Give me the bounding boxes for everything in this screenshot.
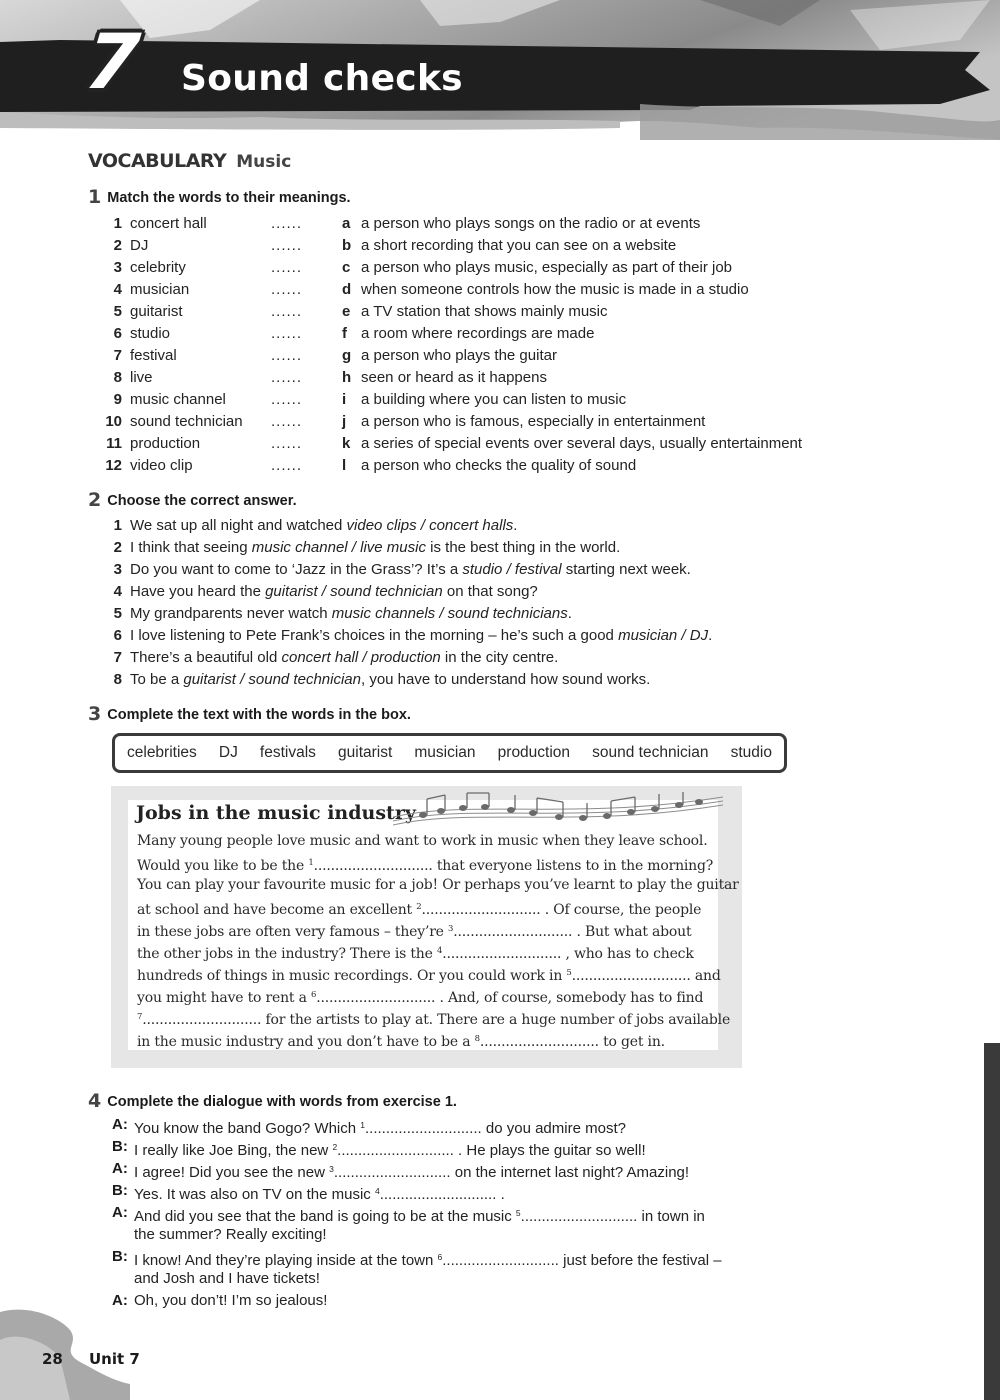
answer-blank: ......: [271, 325, 303, 342]
box-word: DJ: [218, 744, 238, 761]
sentence-start: There’s a beautiful old: [130, 649, 282, 666]
item-number: 8: [113, 369, 122, 386]
text-segment: at school and have become an excellent: [137, 902, 417, 918]
choice-sentence: [130, 559, 691, 581]
choice-sentence: [130, 581, 538, 603]
sentence-end: .: [567, 605, 572, 622]
music-notes-icon: [393, 791, 723, 829]
text-segment: hundreds of things in music recordings. Or you could work in: [137, 968, 567, 984]
box-word: celebrities: [127, 744, 197, 761]
text-segment: and: [690, 968, 721, 984]
item-number: 3: [113, 259, 122, 276]
gap-blank: ............................: [479, 1034, 599, 1050]
speaker-label: B:: [112, 1182, 128, 1199]
text-segment: . Of course, the people: [540, 902, 702, 918]
answer-options: guitarist / sound technician: [183, 671, 361, 688]
meaning-letter: h: [342, 369, 352, 386]
answer-options: music channel / live music: [251, 539, 426, 556]
meaning-letter: d: [342, 281, 352, 298]
exercise-number: 4: [88, 1090, 102, 1112]
gap-number: 2: [416, 902, 422, 912]
meaning-letter: b: [342, 237, 352, 254]
speaker-label: A:: [112, 1204, 128, 1221]
text-segment: Would you like to be the: [137, 858, 309, 874]
answer-blank: ......: [271, 435, 303, 452]
gap-blank: ............................: [365, 1120, 482, 1137]
item-number: 1: [113, 215, 122, 232]
answer-blank: ......: [271, 413, 303, 430]
answer-options: video clips / concert halls: [346, 517, 514, 534]
sentence-end: on that song?: [442, 583, 538, 600]
answer-blank: ......: [271, 347, 303, 364]
gap-blank: ............................: [333, 1164, 451, 1181]
gap-blank: ............................: [571, 968, 691, 984]
item-number: 6: [113, 627, 122, 644]
text-segment: you might have to rent a: [137, 990, 311, 1006]
gap-number: 1: [360, 1120, 366, 1130]
text-segment: the other jobs in the industry? There is the: [137, 946, 437, 962]
sentence-end: .: [513, 517, 518, 534]
gap-number: 3: [448, 924, 454, 934]
speaker-label: A:: [112, 1160, 128, 1177]
line-segment: I really like Joe Bing, the new: [134, 1142, 333, 1159]
meaning-letter: j: [342, 413, 347, 430]
page-edge-tab: [984, 1043, 1000, 1400]
gap-blank: ............................: [337, 1142, 454, 1159]
item-number: 2: [113, 539, 122, 556]
brush-stroke-banner: [0, 0, 1000, 140]
answer-blank: ......: [271, 259, 303, 276]
line-segment: and Josh and I have tickets!: [134, 1270, 320, 1287]
sentence-start: Have you heard the: [130, 583, 266, 600]
sentence-start: I love listening to Pete Frank’s choices in the morning – he’s such a good: [130, 627, 619, 644]
answer-blank: ......: [271, 457, 303, 474]
gap-number: 7: [137, 1012, 143, 1022]
vocab-word: guitarist: [130, 303, 183, 320]
sentence-end: is the best thing in the world.: [425, 539, 621, 556]
exercise-3-heading: [88, 703, 411, 725]
sentence-end: in the city centre.: [440, 649, 559, 666]
unit-header: [0, 0, 1000, 140]
line-segment: .: [496, 1186, 505, 1203]
meaning-text: a person who plays music, especially as part of their job: [361, 259, 733, 276]
sentence-start: To be a: [130, 671, 184, 688]
meaning-text: a building where you can listen to music: [361, 391, 627, 408]
item-number: 10: [105, 413, 122, 430]
gap-number: 3: [329, 1164, 334, 1174]
vocab-word: production: [130, 435, 201, 452]
gap-blank: ............................: [379, 1186, 497, 1203]
gap-blank: ............................: [442, 1252, 559, 1269]
meaning-letter: a: [342, 215, 351, 232]
gap-blank: ............................: [316, 990, 436, 1006]
sentence-start: I think that seeing: [130, 539, 252, 556]
item-number: 2: [113, 237, 122, 254]
text-segment: . And, of course, somebody has to find: [435, 990, 704, 1006]
answer-blank: ......: [271, 369, 303, 386]
sentence-start: My grandparents never watch: [130, 605, 332, 622]
line-segment: Oh, you don’t! I’m so jealous!: [134, 1292, 328, 1309]
choice-sentence: [130, 515, 517, 537]
answer-options: concert hall / production: [281, 649, 441, 666]
exercise-instruction: Match the words to their meanings.: [107, 190, 351, 206]
item-number: 6: [113, 325, 122, 342]
exercise-number: 1: [88, 186, 102, 208]
exercise-1-heading: [88, 186, 351, 208]
gap-number: 4: [436, 946, 443, 956]
item-number: 5: [113, 605, 122, 622]
answer-options: studio / festival: [462, 561, 562, 578]
choice-sentence: [130, 603, 572, 625]
gap-blank: ............................: [421, 902, 541, 918]
text-segment: in these jobs are often very famous – they’re: [137, 924, 449, 940]
dialogue-line: [134, 1268, 320, 1290]
meaning-letter: l: [342, 457, 347, 474]
unit-number: 7: [81, 17, 144, 106]
gap-number: 5: [515, 1208, 521, 1218]
exercise-4-heading: [88, 1090, 457, 1112]
meaning-letter: c: [342, 259, 351, 276]
meaning-text: a person who plays songs on the radio or at events: [361, 215, 701, 232]
meaning-text: a person who is famous, especially in entertainment: [361, 413, 706, 430]
page-number: 28: [42, 1350, 63, 1368]
meaning-text: seen or heard as it happens: [361, 369, 547, 386]
meaning-letter: g: [342, 347, 352, 364]
choice-sentence: [130, 537, 620, 559]
speaker-label: B:: [112, 1138, 128, 1155]
vocab-word: sound technician: [130, 413, 243, 430]
footer-brush: [0, 1300, 1000, 1400]
line-segment: do you admire most?: [481, 1120, 626, 1137]
answer-blank: ......: [271, 303, 303, 320]
meaning-text: a person who plays the guitar: [361, 347, 557, 364]
exercise-instruction: Choose the correct answer.: [107, 493, 297, 509]
sentence-end: .: [708, 627, 713, 644]
text-line: [137, 874, 739, 896]
item-number: 7: [113, 347, 122, 364]
box-word: guitarist: [338, 744, 393, 761]
vocab-word: music channel: [130, 391, 226, 408]
gap-number: 1: [308, 858, 314, 868]
item-number: 11: [106, 435, 122, 452]
vocab-word: studio: [130, 325, 171, 342]
line-segment: I know! And they’re playing inside at the town: [134, 1252, 438, 1269]
meaning-letter: f: [342, 325, 347, 342]
gap-number: 8: [474, 1034, 480, 1044]
speaker-label: A:: [112, 1116, 128, 1133]
item-number: 12: [105, 457, 122, 474]
text-line: [137, 1028, 665, 1053]
answer-blank: ......: [271, 215, 303, 232]
gap-blank: ............................: [453, 924, 573, 940]
vocab-word: video clip: [130, 457, 193, 474]
exercise-instruction: Complete the dialogue with words from exercise 1.: [107, 1094, 457, 1110]
meaning-letter: k: [342, 435, 351, 452]
section-subtitle: Music: [236, 152, 292, 172]
gap-number: 2: [332, 1142, 338, 1152]
gap-number: 5: [566, 968, 572, 978]
line-segment: in town in: [637, 1208, 705, 1225]
section-heading: [88, 150, 291, 172]
answer-blank: ......: [271, 237, 303, 254]
exercise-2-heading: [88, 489, 297, 511]
meaning-text: a short recording that you can see on a website: [361, 237, 677, 254]
vocab-word: concert hall: [130, 215, 207, 232]
unit-label: Unit 7: [89, 1350, 140, 1368]
answer-options: music channels / sound technicians: [331, 605, 568, 622]
line-segment: You know the band Gogo? Which: [134, 1120, 361, 1137]
vocab-word: DJ: [130, 237, 149, 254]
meaning-text: a room where recordings are made: [361, 325, 595, 342]
text-segment: Many young people love music and want to work in music when they leave school.: [137, 833, 708, 849]
item-number: 3: [113, 561, 122, 578]
text-line: [137, 830, 707, 852]
text-title: Jobs in the music industry: [136, 802, 416, 824]
speaker-label: A:: [112, 1292, 128, 1309]
gap-blank: ............................: [442, 946, 562, 962]
dialogue-line: [134, 1224, 327, 1246]
gap-blank: ............................: [520, 1208, 638, 1225]
text-segment: . But what about: [572, 924, 692, 940]
vocab-word: musician: [130, 281, 190, 298]
meaning-text: when someone controls how the music is made in a studio: [361, 281, 749, 298]
gap-number: 6: [311, 990, 317, 1000]
box-word: sound technician: [592, 744, 709, 761]
vocab-word: festival: [130, 347, 177, 364]
choice-sentence: [130, 669, 650, 691]
sentence-start: We sat up all night and watched: [130, 517, 347, 534]
text-segment: for the artists to play at. There are a huge number of jobs available: [261, 1012, 731, 1028]
exercise-number: 2: [88, 489, 102, 511]
line-segment: Yes. It was also on TV on the music: [134, 1186, 375, 1203]
sentence-end: , you have to understand how sound works.: [360, 671, 651, 688]
meaning-letter: e: [342, 303, 351, 320]
answer-blank: ......: [271, 281, 303, 298]
text-segment: to get in.: [598, 1034, 665, 1050]
box-word: festivals: [259, 744, 316, 761]
box-word: production: [497, 744, 571, 761]
meaning-text: a series of special events over several days, usually entertainment: [361, 435, 803, 452]
choice-sentence: [130, 625, 712, 647]
gap-number: 4: [374, 1186, 380, 1196]
gap-blank: ............................: [142, 1012, 262, 1028]
box-word: studio: [730, 744, 772, 761]
vocab-word: live: [130, 369, 153, 386]
item-number: 7: [113, 649, 122, 666]
item-number: 9: [113, 391, 122, 408]
line-segment: on the internet last night? Amazing!: [450, 1164, 690, 1181]
text-segment: that everyone listens to in the morning?: [432, 858, 714, 874]
meaning-text: a person who checks the quality of sound: [361, 457, 637, 474]
speaker-label: B:: [112, 1248, 128, 1265]
item-number: 1: [113, 517, 122, 534]
sentence-start: Do you want to come to ‘Jazz in the Grass’? It’s a: [130, 561, 463, 578]
answer-options: guitarist / sound technician: [265, 583, 443, 600]
vocab-word: celebrity: [130, 259, 186, 276]
section-title: VOCABULARY: [88, 150, 227, 172]
text-segment: , who has to check: [561, 946, 694, 962]
item-number: 4: [113, 583, 122, 600]
answer-blank: ......: [271, 391, 303, 408]
item-number: 4: [113, 281, 122, 298]
box-word: musician: [414, 744, 476, 761]
line-segment: . He plays the guitar so well!: [453, 1142, 646, 1159]
meaning-letter: i: [342, 391, 347, 408]
text-segment: You can play your favourite music for a job! Or perhaps you’ve learnt to play the guitar: [137, 877, 739, 893]
item-number: 8: [113, 671, 122, 688]
line-segment: And did you see that the band is going to be at the music: [134, 1208, 516, 1225]
gap-blank: ............................: [313, 858, 433, 874]
exercise-number: 3: [88, 703, 102, 725]
line-segment: the summer? Really exciting!: [134, 1226, 327, 1243]
exercise-instruction: Complete the text with the words in the box.: [107, 707, 411, 723]
line-segment: I agree! Did you see the new: [134, 1164, 330, 1181]
answer-options: musician / DJ: [618, 627, 709, 644]
sentence-end: starting next week.: [561, 561, 691, 578]
line-segment: just before the festival –: [558, 1252, 722, 1269]
gap-number: 6: [437, 1252, 443, 1262]
text-segment: in the music industry and you don’t have to be a: [137, 1034, 475, 1050]
meaning-text: a TV station that shows mainly music: [361, 303, 608, 320]
choice-sentence: [130, 647, 558, 669]
word-box: [112, 733, 787, 773]
item-number: 5: [113, 303, 122, 320]
unit-title: Sound checks: [181, 58, 463, 99]
